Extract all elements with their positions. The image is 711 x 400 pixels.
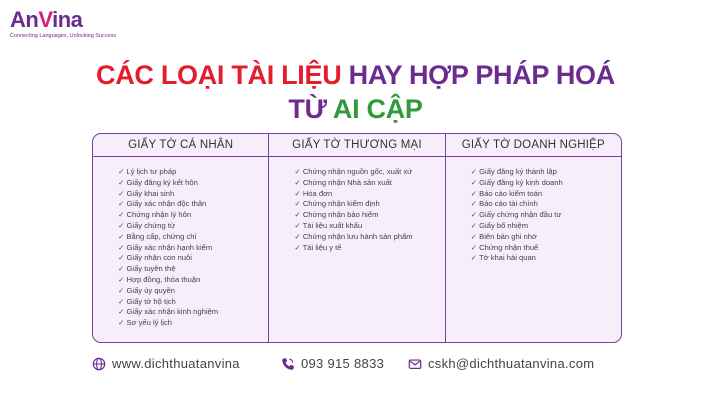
column-commercial [268,134,444,342]
document-types-table [92,133,622,343]
website-contact[interactable] [92,356,240,371]
list-item: ✓ Chứng nhận bảo hiểm [294,210,444,221]
list-item: ✓ Tờ khai hải quan [471,253,621,264]
list-item: ✓ Giấy đăng ký kinh doanh [471,178,621,189]
list-item: ✓ Biên bản ghi nhớ [471,232,621,243]
page-title-line1 [0,60,711,90]
email-icon [408,357,422,371]
logo [10,8,120,39]
item-list [269,157,444,253]
column-heading: GIẤY TỜ DOANH NGHIỆP [446,134,621,157]
title-from-part: TỪ [288,94,327,124]
list-item: ✓ Báo cáo tài chính [471,199,621,210]
list-item: ✓ Giấy đăng ký thành lập [471,167,621,178]
list-item: ✓ Sơ yếu lý lịch [118,318,268,329]
email-text: cskh@dichthuatanvina.com [428,356,595,371]
title-country-part: AI CẬP [332,94,423,124]
list-item: ✓ Báo cáo kiểm toán [471,189,621,200]
list-item: ✓ Bằng cấp, chứng chỉ [118,232,268,243]
list-item: ✓ Giấy xác nhận hạnh kiểm [118,243,268,254]
title-red-part: CÁC LOẠI TÀI LIỆU [96,60,342,90]
list-item: ✓ Giấy nhận con nuôi [118,253,268,264]
logo-tagline: Connecting Languages, Unlocking Success [10,33,117,39]
phone-icon [281,357,295,371]
list-item: ✓ Giấy tuyên thệ [118,264,268,275]
logo-wordmark: AnVina [10,7,83,32]
list-item: ✓ Giấy xác nhận kinh nghiệm [118,307,268,318]
website-text: www.dichthuatanvina [112,356,240,371]
contact-footer [0,356,711,372]
list-item: ✓ Giấy xác nhận độc thân [118,199,268,210]
column-business [445,134,621,342]
item-list [446,157,621,264]
list-item: ✓ Giấy chứng nhận đầu tư [471,210,621,221]
list-item: ✓ Chứng nhận Nhà sản xuất [294,178,444,189]
list-item: ✓ Giấy chứng tử [118,221,268,232]
list-item: ✓ Chứng nhận kiểm định [294,199,444,210]
title-purple-part: HAY HỢP PHÁP HOÁ [348,60,615,90]
email-contact[interactable] [408,356,594,371]
list-item: ✓ Giấy khai sinh [118,189,268,200]
list-item: ✓ Giấy tờ hộ tịch [118,297,268,308]
list-item: ✓ Chứng nhận nguồn gốc, xuất xứ [294,167,444,178]
list-item: ✓ Giấy bổ nhiệm [471,221,621,232]
column-heading: GIẤY TỜ THƯƠNG MẠI [269,134,444,157]
list-item: ✓ Lý lịch tư pháp [118,167,268,178]
page-title-line2 [0,94,711,124]
list-item: ✓ Hóa đơn [294,189,444,200]
phone-contact[interactable] [281,356,384,371]
list-item: ✓ Chứng nhận lưu hành sản phẩm [294,232,444,243]
list-item: ✓ Giấy ủy quyền [118,286,268,297]
column-heading: GIẤY TỜ CÁ NHÂN [93,134,268,157]
column-personal [93,134,268,342]
phone-text: 093 915 8833 [301,356,385,371]
list-item: ✓ Tài liệu xuất khẩu [294,221,444,232]
item-list [93,157,268,329]
list-item: ✓ Chứng nhận thuế [471,243,621,254]
list-item: ✓ Chứng nhận lý hôn [118,210,268,221]
globe-icon [92,357,106,371]
list-item: ✓ Hợp đồng, thỏa thuận [118,275,268,286]
list-item: ✓ Giấy đăng ký kết hôn [118,178,268,189]
list-item: ✓ Tài liệu y tế [294,243,444,254]
